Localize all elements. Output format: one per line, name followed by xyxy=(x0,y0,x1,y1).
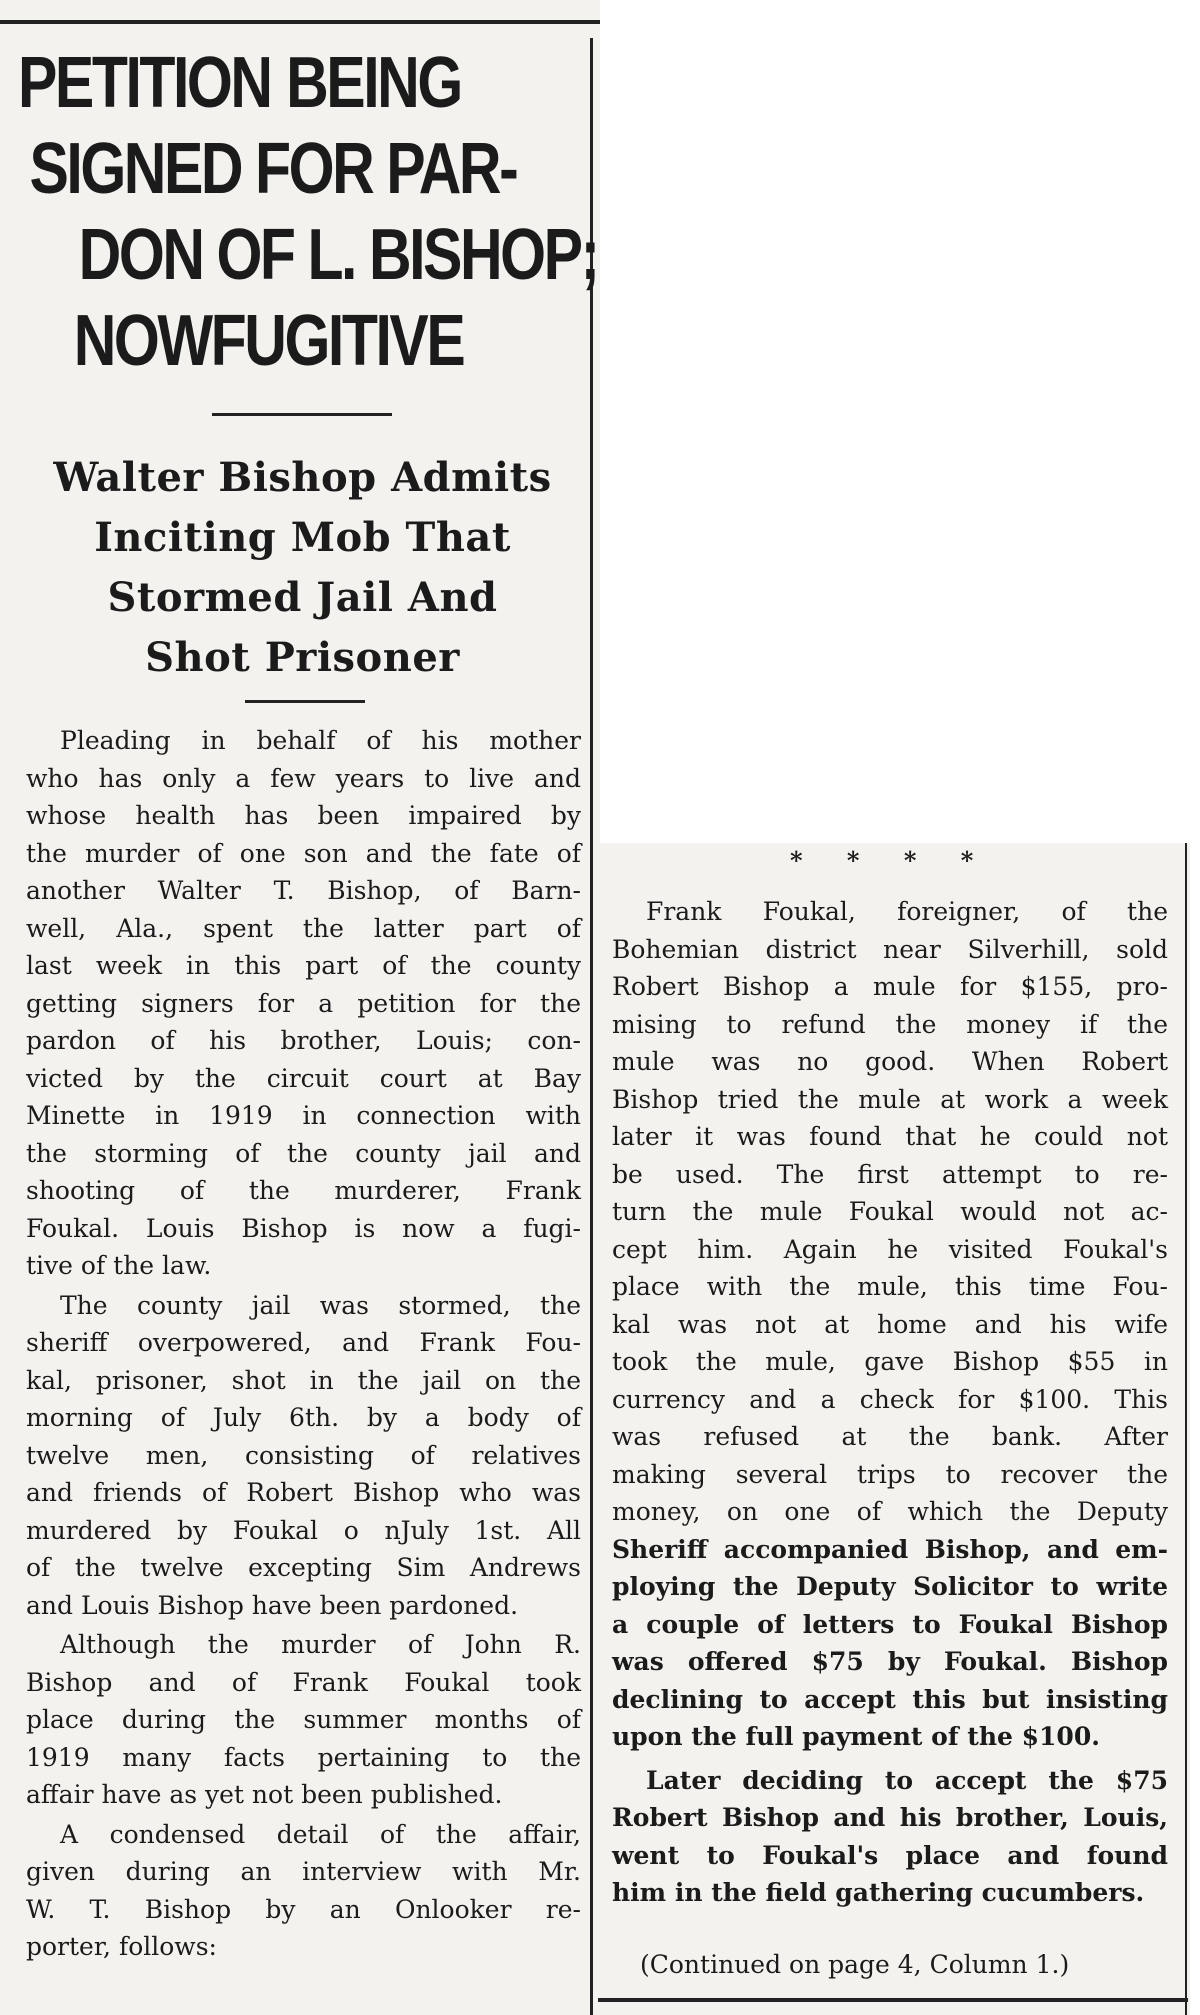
text-line: porter, follows: xyxy=(26,1932,217,1961)
subhead-divider xyxy=(245,700,365,703)
text-line: and friends of Robert Bishop who was xyxy=(26,1478,581,1507)
headline-word: NOW xyxy=(73,301,211,381)
text-line: mising to refund the money if the xyxy=(612,1009,1168,1039)
text-line: affair have as yet not been published. xyxy=(26,1780,503,1809)
bottom-rule xyxy=(598,1998,1188,2002)
text-line: given during an interview with Mr. xyxy=(26,1857,581,1886)
text-line: Frank Foukal, foreigner, of the xyxy=(646,897,1168,926)
text-line: who has only a few years to live and xyxy=(26,763,581,793)
text-line: whose health has been impaired by xyxy=(26,801,581,830)
text-line: kal was not at home and his wife xyxy=(612,1309,1168,1339)
text-line: victed by the circuit court at Bay xyxy=(26,1063,581,1093)
text-line: Later deciding to accept the $75 xyxy=(646,1765,1168,1795)
text-line: Robert Bishop a mule for $155, pro- xyxy=(612,972,1168,1001)
text-line: Bishop tried the mule at work a week xyxy=(612,1084,1168,1114)
text-line: place during the summer months of xyxy=(26,1705,581,1734)
subhead-line: Inciting Mob That xyxy=(94,514,511,561)
text-line: declining to accept this but insisting xyxy=(612,1684,1168,1714)
headline-word: BEING xyxy=(286,43,461,123)
text-line: and Louis Bishop have been pardoned. xyxy=(26,1590,519,1620)
paragraph xyxy=(612,893,1168,1756)
continuation-note: (Continued on page 4, Column 1.) xyxy=(640,1950,1070,1979)
text-line: ploying the Deputy Solicitor to write xyxy=(612,1572,1168,1601)
text-line: twelve men, consisting of relatives xyxy=(26,1440,581,1470)
text-line: Pleading in behalf of his mother xyxy=(60,726,581,755)
subhead-line: Walter Bishop Admits xyxy=(53,454,552,501)
article-body-left xyxy=(26,722,581,1966)
text-line: tive of the law. xyxy=(26,1251,212,1280)
text-line: well, Ala., spent the latter part of xyxy=(26,913,581,943)
text-line: the murder of one son and the fate of xyxy=(26,838,581,868)
text-line: turn the mule Foukal would not ac- xyxy=(612,1197,1168,1226)
text-line: the storming of the county jail and xyxy=(26,1138,581,1168)
text-line: was offered $75 by Foukal. Bishop xyxy=(612,1647,1168,1676)
subhead-line: Stormed Jail And xyxy=(107,574,498,621)
text-line: pardon of his brother, Louis; con- xyxy=(26,1026,581,1055)
headline-line-2: SIGNED FOR PAR- xyxy=(29,129,517,209)
headline-word: PETITION xyxy=(18,43,271,123)
paragraph xyxy=(26,1816,581,1966)
headline-line-3: DON OF L. BISHOP; xyxy=(78,215,598,295)
text-line: place with the mule, this time Fou- xyxy=(612,1272,1168,1301)
headline xyxy=(18,40,598,384)
text-line: W. T. Bishop by an Onlooker re- xyxy=(26,1894,581,1924)
top-rule xyxy=(0,20,600,24)
text-line: Bohemian district near Silverhill, sold xyxy=(612,934,1168,964)
text-line: another Walter T. Bishop, of Barn- xyxy=(26,876,581,905)
subheadline xyxy=(20,448,585,688)
column-divider-left xyxy=(590,38,593,2015)
text-line: of the twelve excepting Sim Andrews xyxy=(26,1553,581,1582)
column-divider-right xyxy=(1185,843,1187,2015)
text-line: kal, prisoner, shot in the jail on the xyxy=(26,1365,581,1395)
text-line: Robert Bishop and his brother, Louis, xyxy=(612,1803,1168,1832)
text-line: sheriff overpowered, and Frank Fou- xyxy=(26,1328,581,1357)
headline-word: FUGITIVE xyxy=(210,301,464,381)
headline-divider xyxy=(212,413,392,416)
subhead-line: Shot Prisoner xyxy=(145,634,460,681)
text-line: 1919 many facts pertaining to the xyxy=(26,1742,581,1772)
text-line: A condensed detail of the affair, xyxy=(60,1819,581,1849)
text-line: currency and a check for $100. This xyxy=(612,1384,1168,1414)
text-line: him in the field gathering cucumbers. xyxy=(612,1878,1145,1907)
text-line: getting signers for a petition for the xyxy=(26,988,581,1018)
text-line: money, on one of which the Deputy xyxy=(612,1497,1168,1526)
text-line: mule was no good. When Robert xyxy=(612,1047,1168,1076)
section-separator: * * * * xyxy=(790,846,992,875)
article-body-right xyxy=(612,893,1168,1912)
text-line: Sheriff accompanied Bishop, and em- xyxy=(612,1534,1168,1564)
text-line: upon the full payment of the $100. xyxy=(612,1722,1100,1751)
text-line: later it was found that he could not xyxy=(612,1122,1168,1151)
text-line: be used. The first attempt to re- xyxy=(612,1159,1168,1189)
paragraph xyxy=(26,1626,581,1814)
text-line: last week in this part of the county xyxy=(26,951,581,980)
text-line: Minette in 1919 in connection with xyxy=(26,1101,581,1130)
headline-line-1 xyxy=(18,40,461,126)
text-line: was refused at the bank. After xyxy=(612,1422,1168,1451)
paragraph xyxy=(612,1762,1168,1912)
headline-line-4 xyxy=(18,298,464,384)
text-line: murdered by Foukal o nJuly 1st. All xyxy=(26,1515,581,1545)
text-line: morning of July 6th. by a body of xyxy=(26,1403,581,1432)
text-line: making several trips to recover the xyxy=(612,1459,1168,1489)
text-line: went to Foukal's place and found xyxy=(612,1840,1168,1870)
text-line: a couple of letters to Foukal Bishop xyxy=(612,1609,1168,1639)
text-line: Bishop and of Frank Foukal took xyxy=(26,1667,581,1697)
text-line: Although the murder of John R. xyxy=(60,1630,581,1659)
text-line: cept him. Again he visited Foukal's xyxy=(612,1234,1168,1264)
text-line: The county jail was stormed, the xyxy=(60,1290,581,1320)
text-line: shooting of the murderer, Frank xyxy=(26,1176,581,1205)
text-line: Foukal. Louis Bishop is now a fugi- xyxy=(26,1213,581,1243)
paragraph xyxy=(26,1287,581,1625)
paragraph xyxy=(26,722,581,1285)
text-line: took the mule, gave Bishop $55 in xyxy=(612,1347,1168,1376)
